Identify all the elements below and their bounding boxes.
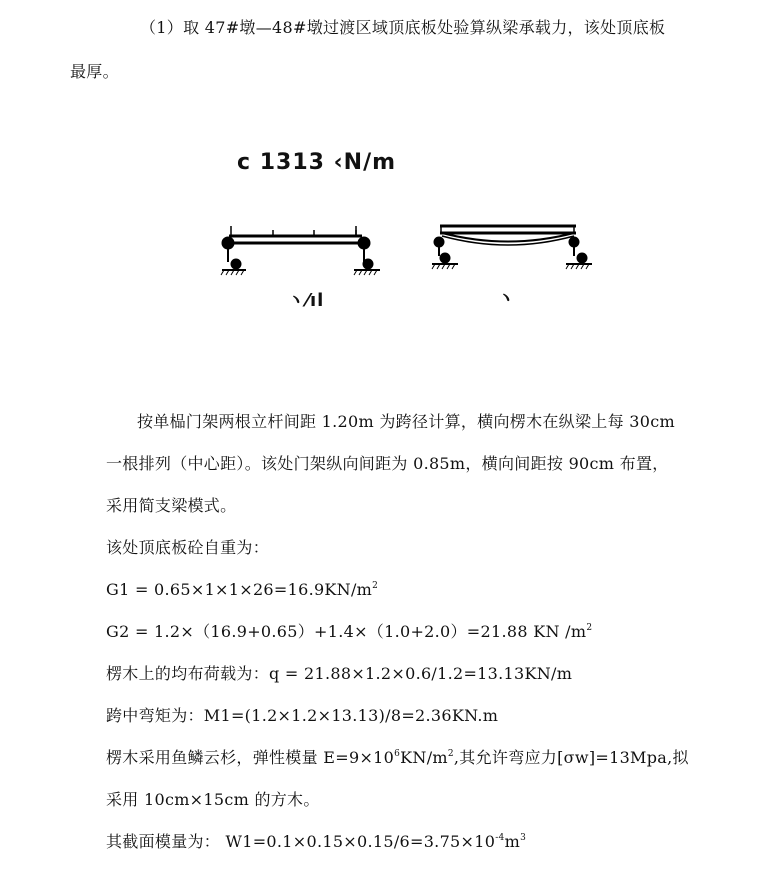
formula-w1-unit: m [504,832,521,851]
wood-text-a: 楞木采用鱼鳞云杉，弹性模量 E=9×10 [106,748,395,767]
formula-g1 [106,580,378,600]
wood-line-2: 采用 10cm×15cm 的方木。 [106,790,320,809]
intro-line-2: 最厚。 [70,62,119,81]
body-p1-line-1: 按单榀门架两根立杆间距 1.20m 为跨径计算，横向楞木在纵梁上每 30cm [137,412,675,431]
body-p1-line-3: 采用简支梁模式。 [106,496,237,515]
body-p1-line-2: 一根排列（中心距）。该处门架纵向间距为 0.85m，横向间距按 90cm 布置， [106,454,669,473]
formula-w1-text: 其截面模量为： W1=0.1×0.15×0.15/6=3.75×10 [106,832,496,851]
formula-m1: 跨中弯矩为：M1=(1.2×1.2×13.13)/8=2.36KN.m [106,706,499,725]
loaded-beam [221,226,380,275]
wood-sup-1: 6 [394,748,401,759]
wood-text-b: KN/m [400,748,448,767]
formula-g1-text: G1 = 0.65×1×1×26=16.9KN/m [106,580,373,599]
formula-g2 [106,622,592,642]
caption-right: ヽ [497,288,516,309]
formula-w1-sup-1: -4 [495,832,505,843]
formula-w1-sup-2: 3 [520,832,527,843]
load-label: c 1313 ‹N/m [237,150,397,175]
body-p2: 该处顶底板砼自重为： [106,538,270,557]
wood-text-c: ,其允许弯应力[σw]=13Mpa,拟 [453,748,689,767]
formula-g2-text: G2 = 1.2×（16.9+0.65）+1.4×（1.0+2.0）=21.88 KN /m [106,622,587,641]
intro-line-1: （1）取 47#墩—48#墩过渡区域顶底板处验算纵梁承载力，该处顶底板 [140,18,666,37]
caption-left: ヽ⁄ıl [287,290,325,311]
formula-g2-sup: 2 [586,622,593,633]
wood-line-1 [106,748,689,768]
wood-sup-2: 2 [447,748,454,759]
formula-w1 [106,832,526,852]
formula-q: 楞木上的均布荷载为：q = 21.88×1.2×0.6/1.2=13.13KN/m [106,664,573,683]
deflected-beam [432,226,592,269]
beam-diagram [0,0,758,320]
formula-g1-sup: 2 [372,580,379,591]
